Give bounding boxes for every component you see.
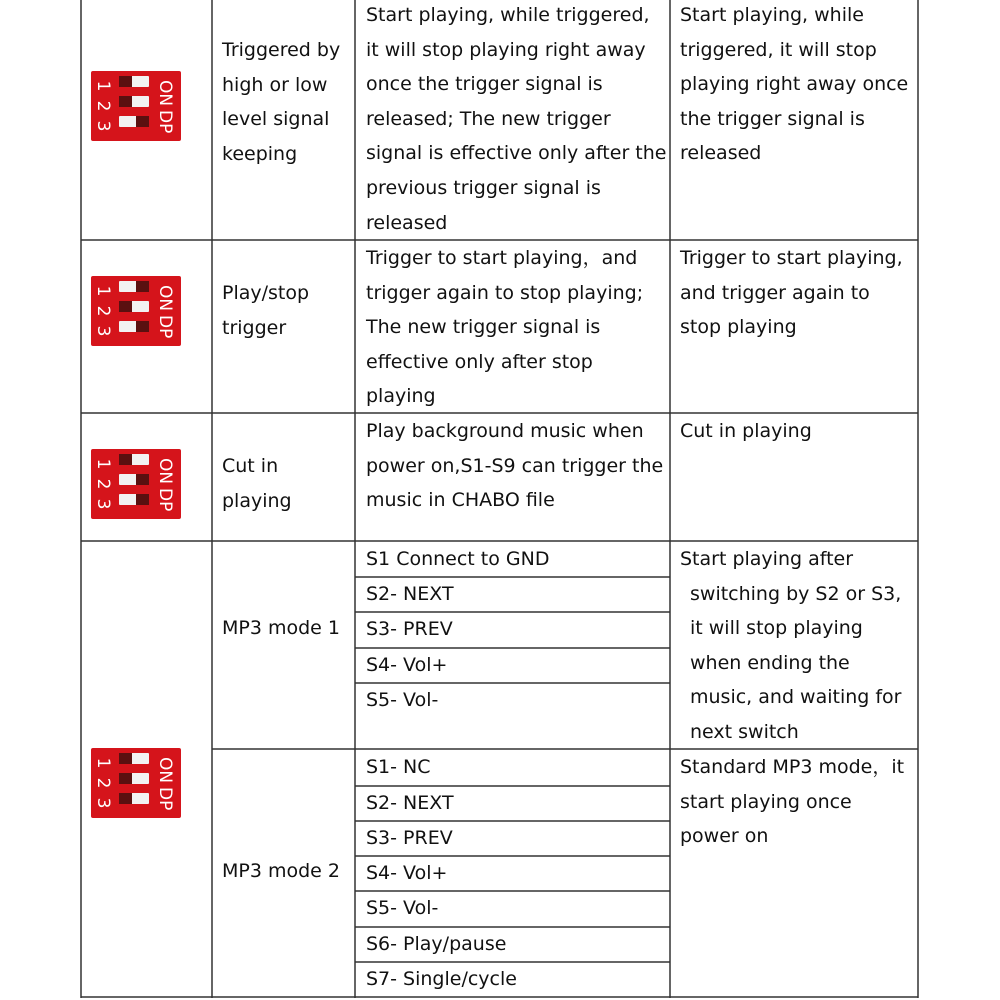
description-line: Cut in playing [680, 420, 812, 442]
mode-line: high or low [222, 73, 328, 96]
function-line: power on,S1-S9 can trigger the [366, 454, 664, 477]
description-cell-row-1 [680, 0, 908, 171]
function-item: S5- Vol- [366, 897, 439, 919]
mode-cell-row-1 [222, 33, 340, 171]
mode-line: Play/stop [222, 282, 310, 304]
function-item: S6- Play/pause [366, 933, 507, 955]
function-line: music in CHABO file [366, 489, 555, 512]
function-item: S2- NEXT [366, 583, 454, 605]
function-item: S1- NC [366, 756, 431, 778]
description-line: switching by S2 or S3, [690, 582, 902, 605]
mode-line: Cut in [222, 455, 279, 477]
description-line: it will stop playing [690, 617, 863, 640]
function-line: The new trigger signal is [366, 316, 601, 339]
description-cell-row-2 [680, 241, 903, 345]
description-line: the trigger signal is [680, 107, 865, 130]
description-line: Standard MP3 mode，it [680, 756, 905, 778]
dip-switch-row-3: 1 2 3 ON DP [91, 449, 181, 519]
function-line: Start playing, while triggered, [366, 4, 650, 26]
mode-cell-row-3 [222, 449, 292, 518]
mode-line: trigger [222, 316, 287, 339]
description-line: Trigger to start playing, [680, 247, 903, 269]
function-line: previous trigger signal is [366, 176, 601, 199]
description-line: playing right away once [680, 73, 909, 96]
function-item: S7- Single/cycle [366, 968, 517, 990]
description-line: when ending the [690, 651, 850, 674]
function-line: Trigger to start playing，and [366, 247, 638, 269]
description-line: next switch [690, 720, 799, 743]
mode-line: Triggered by [222, 39, 341, 61]
function-item: S2- NEXT [366, 792, 454, 814]
dip-switch-mp3: 1 2 3 ON DP [91, 748, 181, 818]
function-cell-row-3 [366, 414, 663, 518]
description-line: and trigger again to [680, 281, 870, 304]
description-line: music, and waiting for [690, 686, 902, 709]
function-line: signal is effective only after the [366, 142, 667, 165]
description-line: stop playing [680, 316, 797, 339]
function-item: S3- PREV [366, 618, 453, 640]
mode-line: keeping [222, 142, 298, 165]
mode-cell-mp3-mode-1: MP3 mode 1 [222, 617, 340, 639]
function-line: playing [366, 385, 436, 408]
description-line: power on [680, 825, 769, 848]
function-line: released [366, 211, 448, 234]
function-item: S5- Vol- [366, 689, 439, 711]
dip-switch-row-1: 1 2 3 ON DP [91, 71, 181, 141]
function-line: trigger again to stop playing; [366, 281, 644, 304]
description-line: start playing once [680, 790, 852, 813]
function-item: S3- PREV [366, 827, 453, 849]
description-cell-row-3 [680, 414, 812, 449]
mode-cell-row-2 [222, 276, 309, 345]
description-line: Start playing after [680, 548, 854, 570]
function-line: once the trigger signal is [366, 73, 603, 96]
mode-line: level signal [222, 108, 330, 131]
function-item: S4- Vol+ [366, 654, 448, 676]
function-cell-row-1 [366, 0, 666, 240]
function-line: it will stop playing right away [366, 38, 646, 61]
description-cell-mp3-mode-2 [680, 750, 904, 854]
description-line: triggered, it will stop [680, 38, 877, 61]
function-cell-row-2 [366, 241, 643, 414]
function-item: S4- Vol+ [366, 862, 448, 884]
dip-switch-row-2: 1 2 3 ON DP [91, 276, 181, 346]
description-cell-mp3-mode-1 [680, 542, 902, 750]
function-line: effective only after stop [366, 350, 593, 373]
description-line: released [680, 142, 762, 165]
mode-line: playing [222, 489, 292, 512]
description-line: Start playing, while [680, 4, 864, 26]
function-line: Play background music when [366, 420, 644, 442]
function-item: S1 Connect to GND [366, 548, 550, 570]
function-line: released; The new trigger [366, 107, 611, 130]
mode-cell-mp3-mode-2: MP3 mode 2 [222, 860, 340, 882]
